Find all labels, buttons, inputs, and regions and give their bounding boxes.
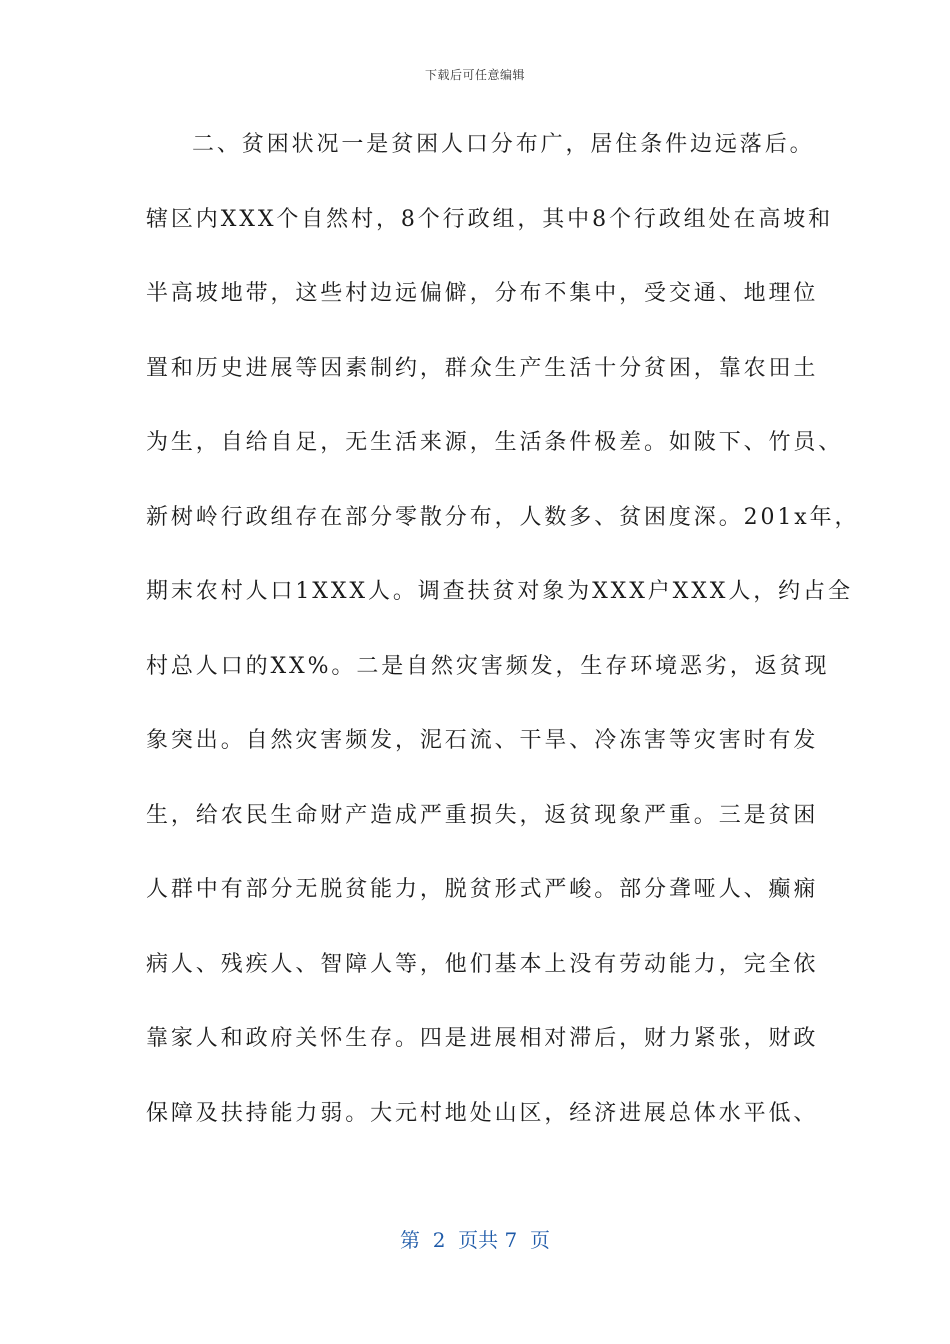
text-line: 象突出。自然灾害频发，泥石流、干旱、冷冻害等灾害时有发 — [146, 728, 819, 753]
document-body — [146, 123, 860, 1166]
text-line: 为生，自给自足，无生活来源，生活条件极差。如陂下、竹员、 — [146, 430, 844, 455]
text-line: 村总人口的XX%。二是自然灾害频发，生存环境恶劣，返贫现 — [146, 653, 830, 679]
text-line: 保障及扶持能力弱。大元村地处山区，经济进展总体水平低、 — [146, 1100, 819, 1126]
text-line: 辖区内XXX个自然村，8个行政组，其中8个行政组处在高坡和 — [146, 206, 834, 232]
text-line: 靠家人和政府关怀生存。四是进展相对滞后，财力紧张，财政 — [146, 1026, 819, 1051]
text-line: 置和历史进展等因素制约，群众生产生活十分贫困，靠农田土 — [146, 355, 819, 381]
header-note: 下载后可任意编辑 — [424, 68, 525, 82]
text-line: 新树岭行政组存在部分零散分布，人数多、贫困度深。201x年， — [146, 504, 860, 530]
text-line: 生，给农民生命财产造成严重损失，返贫现象严重。三是贫困 — [146, 802, 819, 828]
text-line: 半高坡地带，这些村边远偏僻，分布不集中，受交通、地理位 — [146, 281, 819, 306]
page-number-footer: 第 2 页共 7 页 — [400, 1228, 550, 1252]
text-line: 二、贫困状况一是贫困人口分布广，居住条件边远落后。 — [192, 132, 815, 157]
text-line: 人群中有部分无脱贫能力，脱贫形式严峻。部分聋哑人、癫痫 — [146, 877, 819, 902]
text-line: 病人、残疾人、智障人等，他们基本上没有劳动能力，完全依 — [146, 951, 819, 977]
text-line: 期末农村人口1XXX人。调查扶贫对象为XXX户XXX人，约占全 — [146, 579, 853, 604]
